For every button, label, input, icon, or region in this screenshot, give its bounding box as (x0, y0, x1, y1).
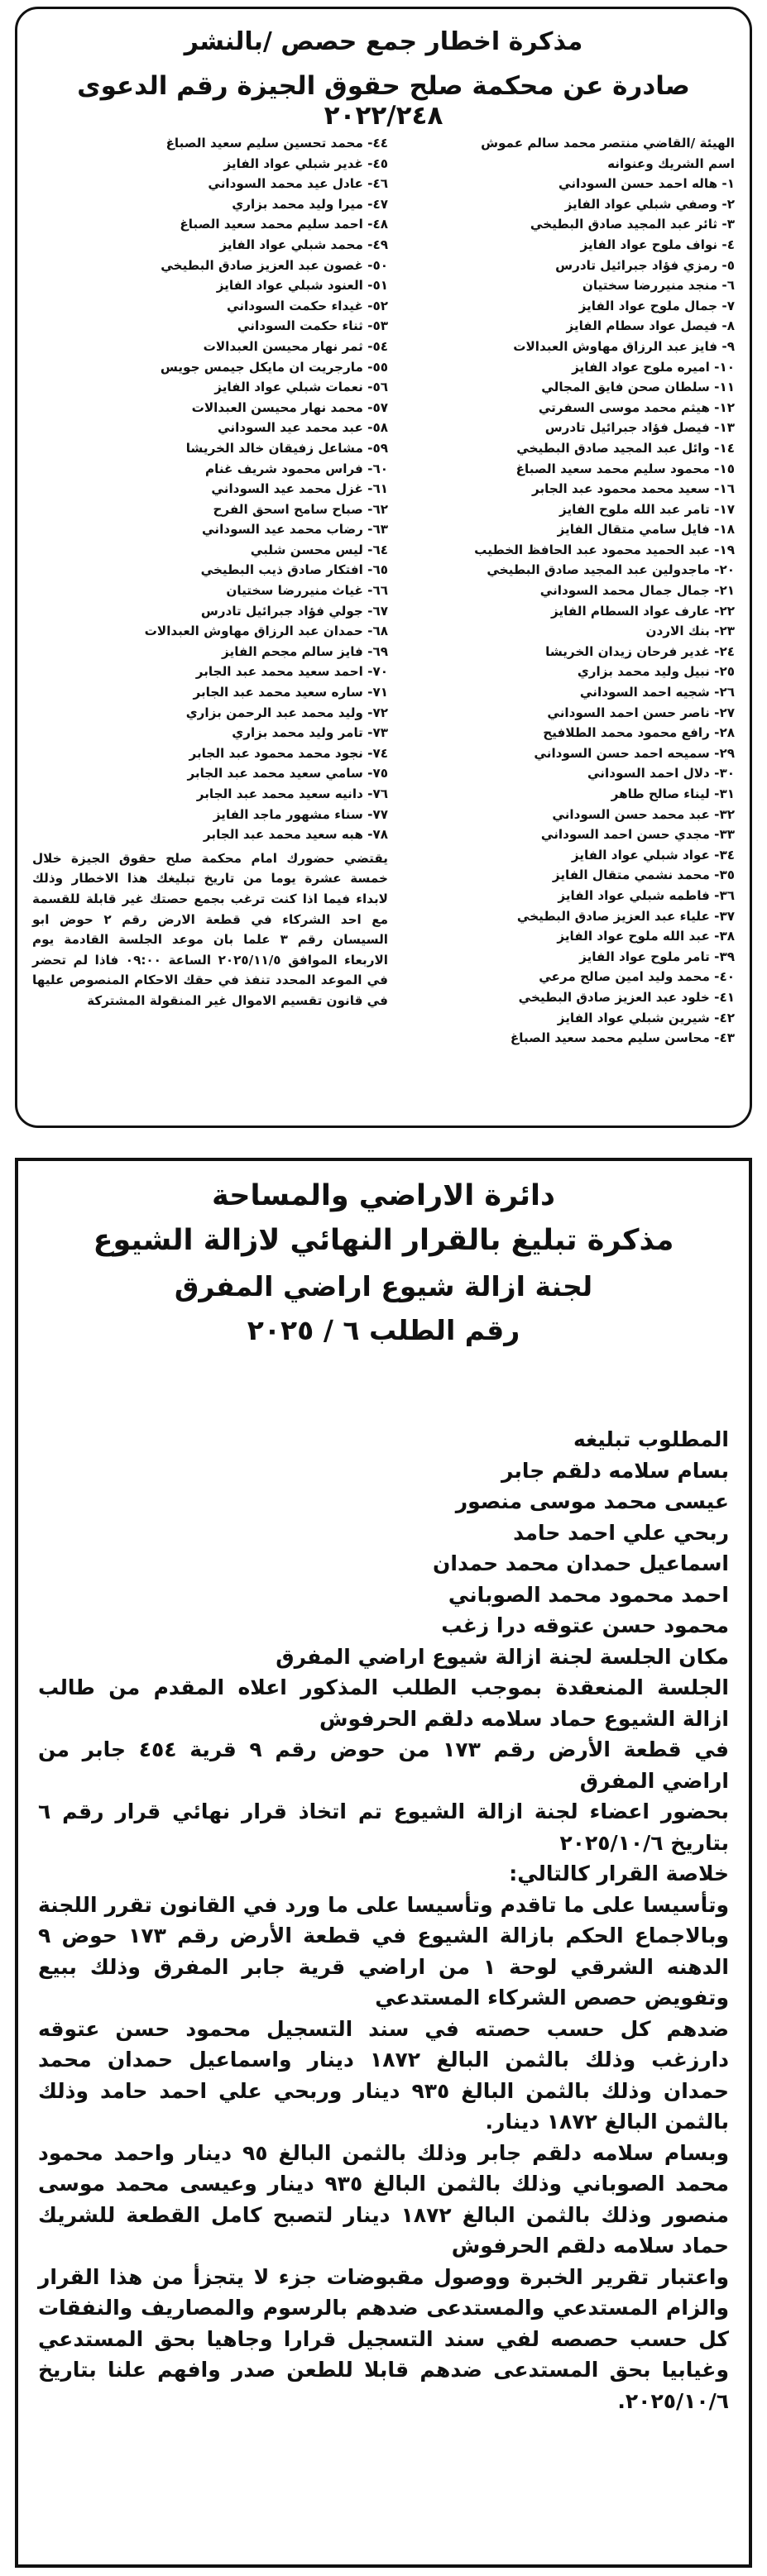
partner-list-item: ٨- فيصل عواد سطام الفايز (566, 318, 735, 334)
partner-list-item: ٢٠- ماجدولين عبد المجيد صادق البطيخي (487, 562, 735, 578)
partner-list-item: ٦١- غزل محمد عيد السوداني (211, 481, 388, 497)
partner-list-item: ٤- نواف ملوح عواد الفايز (580, 237, 735, 252)
partner-list-item: ١٨- فايل سامي متقال الفايز (557, 522, 735, 538)
partner-list-item: ٣٩- تامر ملوح عواد الفايز (579, 949, 735, 964)
partner-list-item: ٤٥- غدير شبلي عواد الفايز (223, 155, 388, 171)
notice-heading: مذكرة تبليغ بالقرار النهائي لازالة الشيوع (93, 1224, 674, 1257)
partner-list-item: ١٦- سعيد محمد محمود عبد الجابر (532, 481, 735, 497)
partner-list-item: ١٤- وائل عبد المجيد صادق البطيخي (516, 440, 735, 456)
partner-list-item: ٦٠- فراس محمود شريف غنام (205, 461, 388, 476)
notice-line: احمد محمود محمد الصوباني (448, 1582, 729, 1607)
notice-line: ربحي علي احمد حامد (513, 1520, 729, 1545)
partner-list-item: ٥٦- نعمات شبلي عواد الفايز (214, 380, 388, 395)
partner-list-item: ٣١- ليناء صالح طاهر (611, 786, 735, 801)
notice-line: المطلوب تبليغه (573, 1427, 729, 1451)
notice-body (38, 1424, 729, 2416)
partner-list-item: ٢٦- شجيه احمد السوداني (579, 685, 735, 700)
decision-paragraph: خلاصة القرار كالتالي: (509, 1862, 729, 1885)
partner-list-item: ١٣- فيصل فؤاد جبرائيل تادرس (544, 420, 735, 436)
partner-list-item: ٧٣- تامر وليد محمد بزاري (232, 725, 388, 741)
notice-closing-paragraph: يقتضي حضورك امام محكمة صلح حقوق الجيزة خلال خمسة عشرة يوما من تاريخ تبليغك هذا الاخطار وذلك لابداء فيما اذا كنت ترغب بجمع حصتك غير قابلة للقسمة مع احد الشركاء في قطعة الارض رقم ٢ حوض ابو السيسان رقم ٣ علما بان موعد الجلسة القادمة يوم الاربعاء الموافق ٢٠٢٥/١١/٥ الساعة ٠٩:٠٠ فاذا لم تحضر في الموعد المحدد تنفذ في حقك الاحكام المنصوص عليها في قانون تقسيم الاموال غير المنقولة المشتركة (32, 850, 389, 1008)
partner-list-item: ٧٤- نجود محمد محمود عبد الجابر (189, 745, 388, 761)
partner-list-item: ٦٣- رضاب محمد عيد السوداني (202, 522, 388, 538)
partner-list-item: ٧- جمال ملوح عواد الفايز (578, 298, 735, 313)
decision-paragraph: الجلسة المنعقدة بموجب الطلب المذكور اعلاه المقدم من طالب ازالة الشيوع حماد سلامه دلقم الحرفوش (38, 1675, 729, 1731)
partner-list-item: ٦٥- افتكار صادق ذيب البطيخي (200, 562, 388, 578)
partner-list-item: اسم الشريك وعنوانه (607, 155, 735, 171)
partner-list-item: ٢٢- عارف عواد السطام الفايز (550, 603, 735, 619)
partner-list-item: ٥٨- عبد محمد عيد السوداني (218, 420, 388, 436)
partner-list-item: ٤٧- ميرا وليد محمد بزاري (232, 196, 388, 212)
partner-list-item: ٢٩- سميحه احمد حسن السوداني (534, 745, 735, 761)
notice-line: اسماعيل حمدان محمد حمدان (433, 1551, 729, 1575)
partner-list-item: ٧٥- سامي سعيد محمد عبد الجابر (187, 766, 388, 781)
partner-list-item: ٢٤- غدير فرحان زيدان الخريشا (545, 643, 735, 659)
partner-list-item: ٣- ثائر عبد المجيد صادق البطيخي (530, 217, 735, 232)
partner-list-item: ١٧- تامر عبد الله ملوح الفايز (559, 501, 735, 517)
partner-list-item: ٤٠- محمد وليد امين صالح مرعي (539, 969, 735, 985)
notified-persons-list (38, 1424, 729, 1672)
partner-list-item: ٦- منجد منيررضا سختيان (582, 278, 735, 294)
partner-list-item: ٤٢- شيرين شبلي عواد الفايز (557, 1010, 735, 1025)
partner-list-item: ٣٨- عبد الله ملوح عواد الفايز (557, 929, 735, 944)
partner-list-item: ٦٩- فايز سالم مجحم الفايز (222, 643, 388, 659)
notice-line: عيسى محمد موسى منصور (455, 1489, 729, 1513)
decision-paragraphs (38, 1672, 729, 2416)
partner-list-item: ٥٤- ثمر نهار محيسن العبدالات (203, 338, 388, 354)
notice-line: بسام سلامه دلقم جابر (501, 1458, 729, 1483)
partner-list-item: ٥٧- محمد نهار محيسن العبدالات (191, 399, 388, 415)
partner-list-item: ١٥- محمود سليم محمد سعيد الصباغ (515, 461, 735, 476)
partner-list-item: ٢١- جمال جمال محمد السوداني (539, 583, 735, 599)
partner-list-item: ٢٣- بنك الاردن (645, 624, 735, 639)
partner-list-item: ٤٣- محاسن سليم محمد سعيد الصباغ (510, 1030, 735, 1046)
partner-list-item: ٦٨- حمدان عبد الرزاق مهاوش العبدالات (144, 624, 388, 639)
department-heading: دائرة الاراضي والمساحة (212, 1179, 555, 1212)
partner-list-item: ٣٤- عواد شبلي عواد الفايز (571, 847, 735, 863)
partner-list-item: ٦٧- جولي فؤاد جبرائيل تادرس (200, 603, 388, 619)
partner-list-item: ١١- سلطان صحن فايق المجالي (541, 380, 735, 395)
partner-list-item: ٥٩- مشاعل زفيقان خالد الخريشا (185, 440, 388, 456)
partners-list-right (374, 133, 735, 1049)
decision-paragraph: واعتبار تقرير الخبرة ووصول مقبوضات جزء لا يتجزأ من هذا القرار والزام المستدعي والمستدعى ضدهم بالرسوم والمصاريف والنفقات كل حسب حصصه لفي سند التسجيل قرارا وجاهيا بحق المستدعي وغيابيا بحق المستدعى ضدهم قابلا للطعن صدر وافهم علنا بتاريخ ٢٠٢٥/١٠/٦. (38, 2264, 729, 2413)
partner-list-item: ٣٥- محمد نشمي متقال الفايز (552, 867, 735, 883)
partner-list-item: ٤٨- احمد سليم محمد سعيد الصباغ (180, 217, 388, 232)
partner-list-item: ١٩- عبد الحميد محمود عبد الحافظ الخطيب (474, 542, 735, 557)
partner-list-item: ٣٢- عبد محمد حسن السوداني (552, 806, 735, 822)
notice-subtitle: صادرة عن محكمة صلح حقوق الجيزة رقم الدعوى ٢٠٢٢/٢٤٨ (77, 71, 690, 131)
decision-paragraph: ضدهم كل حسب حصته في سند التسجيل محمود حسن عتوقه دارزغب وذلك بالثمن البالغ ١٨٧٢ دينار واسماعيل حمدان محمد حمدان وذلك بالثمن البالغ ٩٣٥ دينار وربحي علي احمد حامد وذلك بالثمن البالغ ١٨٧٢ دينار. (38, 2016, 730, 2134)
partner-list-item: ٢- وصفي شبلي عواد الفايز (564, 196, 735, 212)
partner-list-item: ٥٥- مارجريت ان مايكل جيمس جويس (160, 359, 388, 375)
notice-line: محمود حسن عتوقه درا زغب (441, 1613, 729, 1637)
partner-list-item: ١٠- اميره ملوح عواد الفايز (572, 359, 735, 375)
partner-list-item: ٧١- ساره سعيد محمد عبد الجابر (193, 685, 388, 700)
partner-list-item: ٥٣- ثناء حكمت السوداني (237, 318, 388, 334)
notice-title: مذكرة اخطار جمع حصص /بالنشر (184, 27, 583, 56)
partner-list-item: ٥- رمزي فؤاد جبرائيل تادرس (555, 257, 735, 273)
partner-list-item: ٧٠- احمد سعيد محمد عبد الجابر (195, 664, 388, 680)
decision-paragraph: وتأسيسا على ما تاقدم وتأسيسا على ما ورد في القانون تقرر اللجنة وبالاجماع الحكم بازالة الشيوع في قطعة الأرض رقم ١٧٣ حوض ٩ الدهنه الشرقي لوحة ١ من اراضي قرية جابر المفرق وذلك ببيع وتفويض حصص الشركاء المستدعي (38, 1892, 729, 2010)
partner-list-item: ٥٢- غيداء حكمت السوداني (226, 298, 388, 313)
partner-list-item: ٢٧- ناصر حسن احمد السوداني (547, 705, 735, 720)
partner-list-item: ٤١- خلود عبد العزيز صادق البطيخي (518, 989, 735, 1005)
partner-list-item: ١- هاله احمد حسن السوداني (558, 176, 735, 192)
decision-paragraph: في قطعة الأرض رقم ١٧٣ من حوض رقم ٩ قرية ٤٥٤ جابر من اراضي المفرق (38, 1737, 729, 1793)
partner-list-item: ٢٥- نبيل وليد محمد بزاري (577, 664, 735, 680)
partners-list-left-items (32, 133, 388, 845)
land-dept-notice-box (15, 1158, 752, 2568)
partner-list-item: ٣٦- فاطمه شبلي عواد الفايز (558, 887, 735, 903)
request-number-heading: رقم الطلب ٦ / ٢٠٢٥ (247, 1314, 520, 1346)
court-notice-box (15, 7, 752, 1128)
partner-list-item: ٢٨- رافع محمود محمد الطلافيح (543, 725, 735, 741)
partner-list-item: ٧٢- وليد محمد عبد الرحمن بزاري (185, 705, 388, 720)
decision-paragraph: وبسام سلامه دلقم جابر وذلك بالثمن البالغ ٩٥ دينار واحمد محمود محمد الصوباني وذلك بالثمن البالغ ٩٣٥ دينار وعيسى محمد موسى منصور وذلك بالثمن البالغ ١٨٧٢ دينار لتصبح كامل القطعة للشريك حماد سلامه دلقم الحرفوش (38, 2140, 729, 2258)
partner-list-item: ٤٦- عادل عيد محمد السوداني (208, 176, 388, 192)
partner-list-item: ٤٤- محمد تحسين سليم سعيد الصباغ (165, 136, 388, 151)
partner-list-item: ٧٦- دانيه سعيد محمد عبد الجابر (196, 786, 388, 801)
partner-list-item: ٣٣- مجدي حسن احمد السوداني (540, 827, 735, 843)
partner-list-item: الهيئة /القاضي منتصر محمد سالم عموش (481, 136, 735, 151)
partner-list-item: ٤٩- محمد شبلي عواد الفايز (219, 237, 388, 252)
partner-list-item: ٥٠- غصون عبد العزيز صادق البطيخي (161, 257, 388, 273)
partners-columns (32, 133, 735, 1111)
partner-list-item: ١٢- هيثم محمد موسى السفرتي (538, 399, 735, 415)
partner-list-item: ٦٦- غياث منيررضا سختيان (226, 583, 388, 599)
notice-line: مكان الجلسة لجنة ازالة شيوع اراضي المفرق (276, 1644, 729, 1669)
partner-list-item: ٧٨- هبه سعيد محمد عبد الجابر (203, 827, 388, 843)
partner-list-item: ٥١- العنود شبلي عواد الفايز (216, 278, 388, 294)
partners-list-left (32, 133, 388, 1011)
partner-list-item: ٦٢- صباح سامح اسحق الفرح (213, 501, 388, 517)
partner-list-item: ٦٤- ليس محسن شلبي (250, 542, 388, 557)
partner-list-item: ٣٠- دلال احمد السوداني (587, 766, 735, 781)
committee-heading: لجنة ازالة شيوع اراضي المفرق (174, 1270, 593, 1302)
partner-list-item: ٧٧- سناء مشهور ماجد الفايز (213, 806, 388, 822)
partner-list-item: ٣٧- علياء عبد العزيز صادق البطيخي (516, 908, 735, 924)
decision-paragraph: بحضور اعضاء لجنة ازالة الشيوع تم اتخاذ قرار نهائي قرار رقم ٦ بتاريخ ٢٠٢٥/١٠/٦ (38, 1799, 729, 1855)
partner-list-item: ٩- فايز عبد الرزاق مهاوش العبدالات (513, 338, 735, 354)
